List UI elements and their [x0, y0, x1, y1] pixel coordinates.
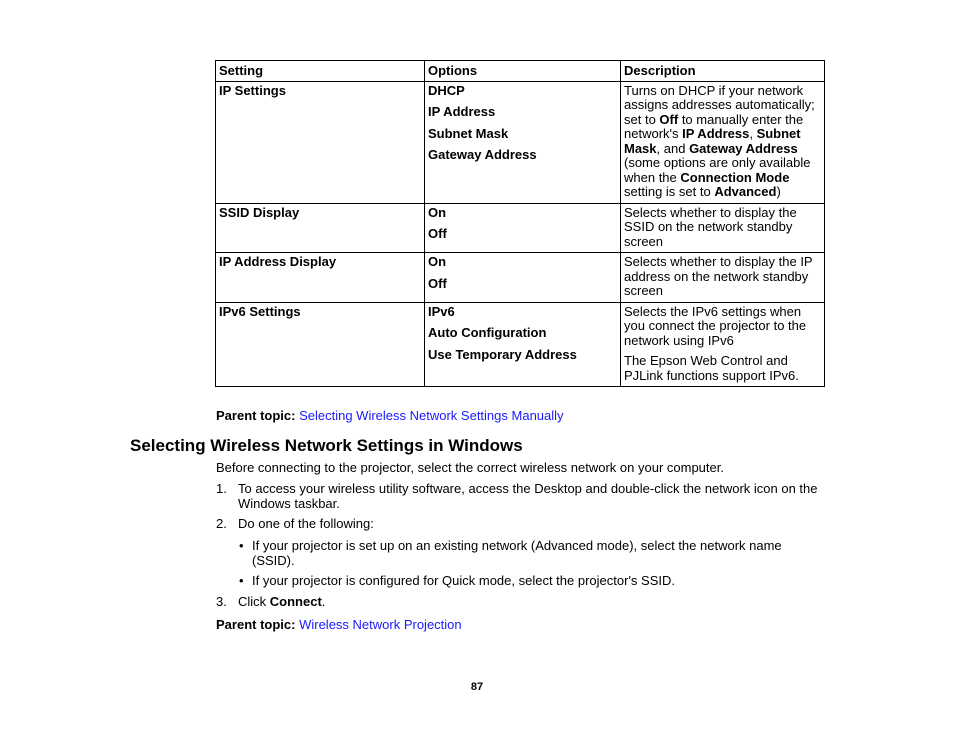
- option-value: DHCP: [428, 82, 465, 98]
- step-text-after: .: [321, 594, 326, 609]
- bullet-dot: •: [239, 573, 244, 588]
- intro-paragraph: Before connecting to the projector, select the correct wireless network on your computer.: [216, 460, 724, 475]
- description-text: Turns on DHCP if your network assigns addresses automatically; set to Off to manually enter the network's IP Address, Subnet Mask, and Gateway Address (some options are only available when the Connection Mode setting is set to Advanced): [624, 82, 815, 199]
- description-text: Selects whether to display the SSID on the network standby screen: [624, 204, 797, 249]
- options-cell: [425, 81, 621, 203]
- option-value: Off: [428, 275, 447, 291]
- description-text: Selects the IPv6 settings when you connect the projector to the network using IPv6: [624, 303, 807, 348]
- option-value: Off: [428, 226, 447, 241]
- step-text: Do one of the following:: [238, 516, 374, 531]
- step-text: [238, 595, 818, 610]
- description-cell: [621, 81, 825, 203]
- description-cell: [621, 203, 825, 253]
- option-value: IPv6: [428, 303, 455, 319]
- parent-topic-link-manual-settings[interactable]: Selecting Wireless Network Settings Manually: [299, 408, 564, 423]
- setting-cell: IP Address Display: [216, 253, 425, 303]
- option-value: Use Temporary Address: [428, 346, 577, 362]
- parent-topic-2: [216, 617, 462, 632]
- table-row: [216, 253, 825, 303]
- option-value: Auto Configuration: [428, 325, 547, 340]
- option-value: On: [428, 254, 447, 269]
- table-header-row: [216, 61, 825, 82]
- option-value: Gateway Address: [428, 147, 537, 162]
- table-row: [216, 81, 825, 203]
- page-number: 87: [470, 681, 484, 693]
- step-text: To access your wireless utility software, access the Desktop and double-click the network icon on the Windows taskbar.: [238, 481, 818, 511]
- option-value: On: [428, 204, 447, 220]
- step-number: 1.: [216, 481, 227, 496]
- setting-cell: SSID Display: [216, 203, 425, 253]
- section-title: Selecting Wireless Network Settings in Windows: [130, 436, 523, 455]
- parent-topic-1: [216, 408, 564, 423]
- step-number: 3.: [216, 594, 227, 609]
- step-text-before: Click: [238, 594, 270, 609]
- options-cell: [425, 302, 621, 387]
- header-description: Description: [621, 61, 825, 82]
- description-cell: [621, 302, 825, 387]
- options-cell: [425, 253, 621, 303]
- header-setting: Setting: [216, 61, 425, 82]
- description-text: The Epson Web Control and PJLink functions support IPv6.: [624, 353, 799, 383]
- header-options: Options: [425, 61, 621, 82]
- setting-cell: IP Settings: [216, 81, 425, 203]
- settings-table: [215, 60, 825, 387]
- bullet-dot: •: [239, 538, 244, 553]
- parent-topic-label: Parent topic:: [216, 408, 296, 423]
- option-value: Subnet Mask: [428, 125, 509, 141]
- description-cell: [621, 253, 825, 303]
- options-cell: [425, 203, 621, 253]
- table-row: [216, 302, 825, 387]
- option-value: IP Address: [428, 104, 496, 119]
- step-number: 2.: [216, 516, 227, 531]
- table-row: [216, 203, 825, 253]
- bullet-text: If your projector is configured for Quick mode, select the projector's SSID.: [252, 573, 675, 588]
- parent-topic-label: Parent topic:: [216, 617, 296, 632]
- connect-term: Connect: [269, 594, 322, 609]
- parent-topic-link-wireless-projection[interactable]: Wireless Network Projection: [299, 617, 462, 632]
- bullet-text: If your projector is set up on an existing network (Advanced mode), select the network name (SSID).: [252, 538, 782, 568]
- setting-cell: IPv6 Settings: [216, 302, 425, 387]
- description-text: Selects whether to display the IP address on the network standby screen: [624, 254, 813, 298]
